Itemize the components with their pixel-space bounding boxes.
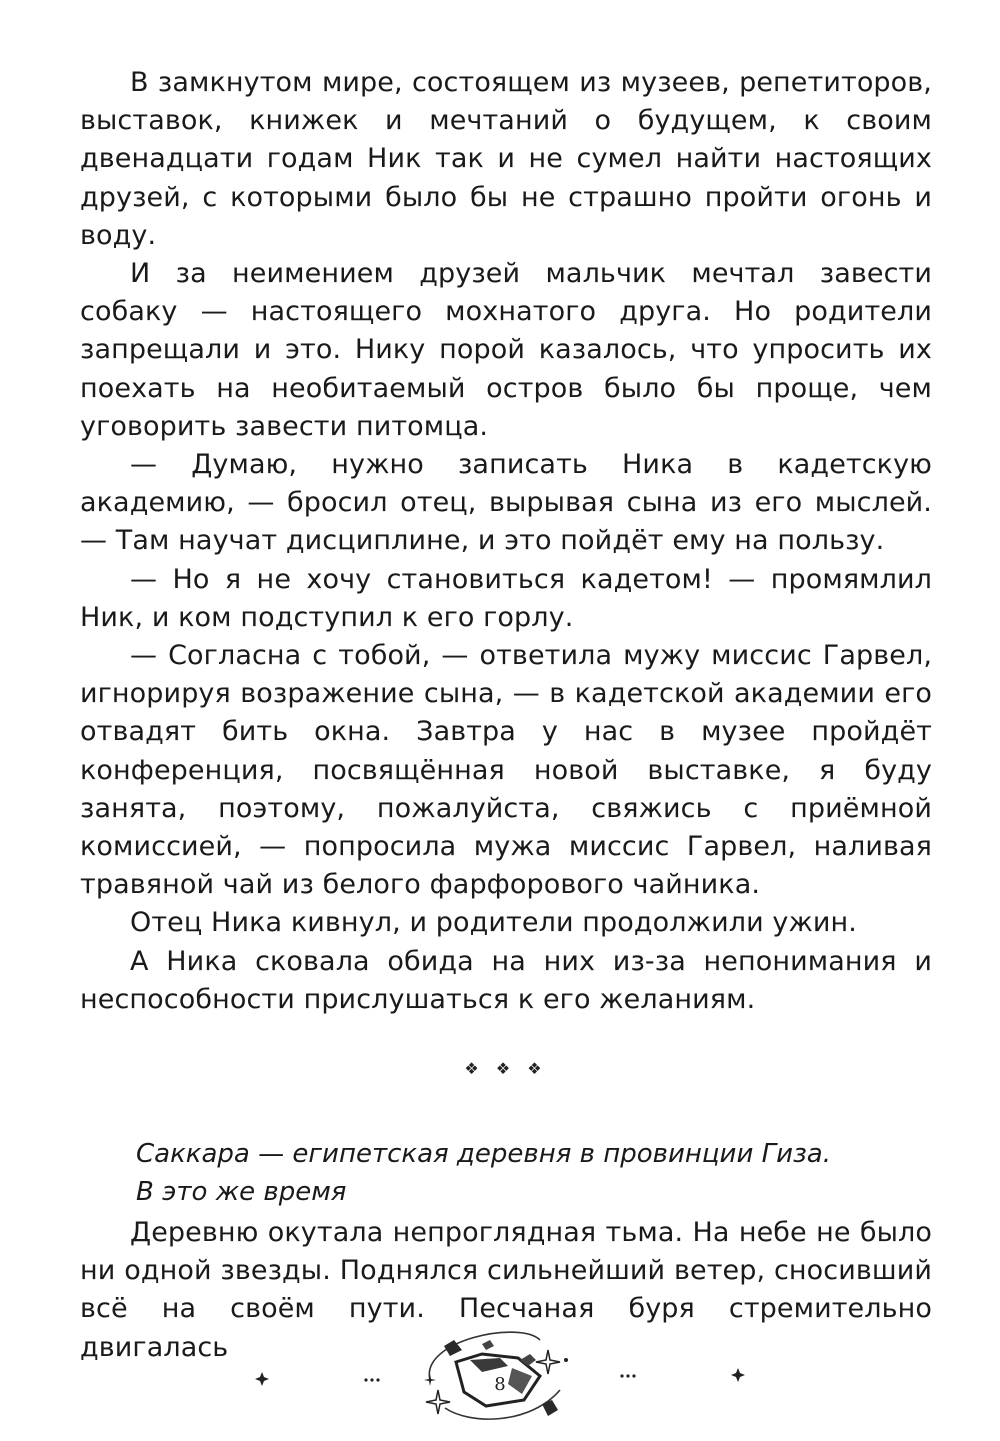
paragraph-7: А Ника сковала обида на них из-за непонимания и неспособности прислушаться к его желаниям. — [80, 945, 932, 1015]
scene-time: В это же время — [136, 1177, 347, 1208]
page-number: 8 — [494, 1374, 506, 1395]
paragraph-4: — Но я не хочу становиться кадетом! — промямлил Ник, и ком подступил к его горлу. — [80, 563, 932, 633]
paragraph-3: — Думаю, нужно записать Ника в кадетскую академию, — бросил отец, вырывая сына из его мыслей. — Там научат дисциплине, и это пойдёт ему на пользу. — [80, 449, 932, 557]
paragraph-6: Отец Ника кивнул, и родители продолжили ужин. — [130, 907, 857, 939]
section-separator: ❖ ❖ ❖ — [464, 1059, 548, 1079]
page-text — [80, 64, 932, 1367]
paragraph-8: Деревню окутала непроглядная тьма. На небе не было ни одной звезды. Поднялся сильнейший ветер, сносивший всё на своём пути. Песчаная буря стремительно двигалась — [80, 1217, 932, 1363]
paragraph-1: В замкнутом мире, состоящем из музеев, репетиторов, выставок, книжек и мечтаний о будущем, к своим двенадцати годам Ник так и не сумел найти настоящих друзей, с которыми было бы не страшно пройти огонь и воду. — [80, 67, 932, 251]
page-footer — [0, 1320, 1000, 1430]
paragraph-2: И за неимением друзей мальчик мечтал завести собаку — настоящего мохнатого друга. Но родители запрещали и это. Нику порой казалось, что упросить их поехать на необитаемый остров было бы проще, чем уговорить завести питомца. — [80, 258, 932, 442]
scene-place: Саккара — египетская деревня в провинции Гиза. — [136, 1139, 832, 1170]
paragraph-5: — Согласна с тобой, — ответила мужу миссис Гарвел, игнорируя возражение сына, — в кадетской академии его отвадят бить окна. Завтра у нас в музее пройдёт конференция, посвящённая новой выставке, я буду занята, поэтому, пожалуйста, свяжись с приёмной комиссией, — попросила мужа миссис Гарвел, наливая травяной чай из белого фарфорового чайника. — [80, 640, 932, 901]
